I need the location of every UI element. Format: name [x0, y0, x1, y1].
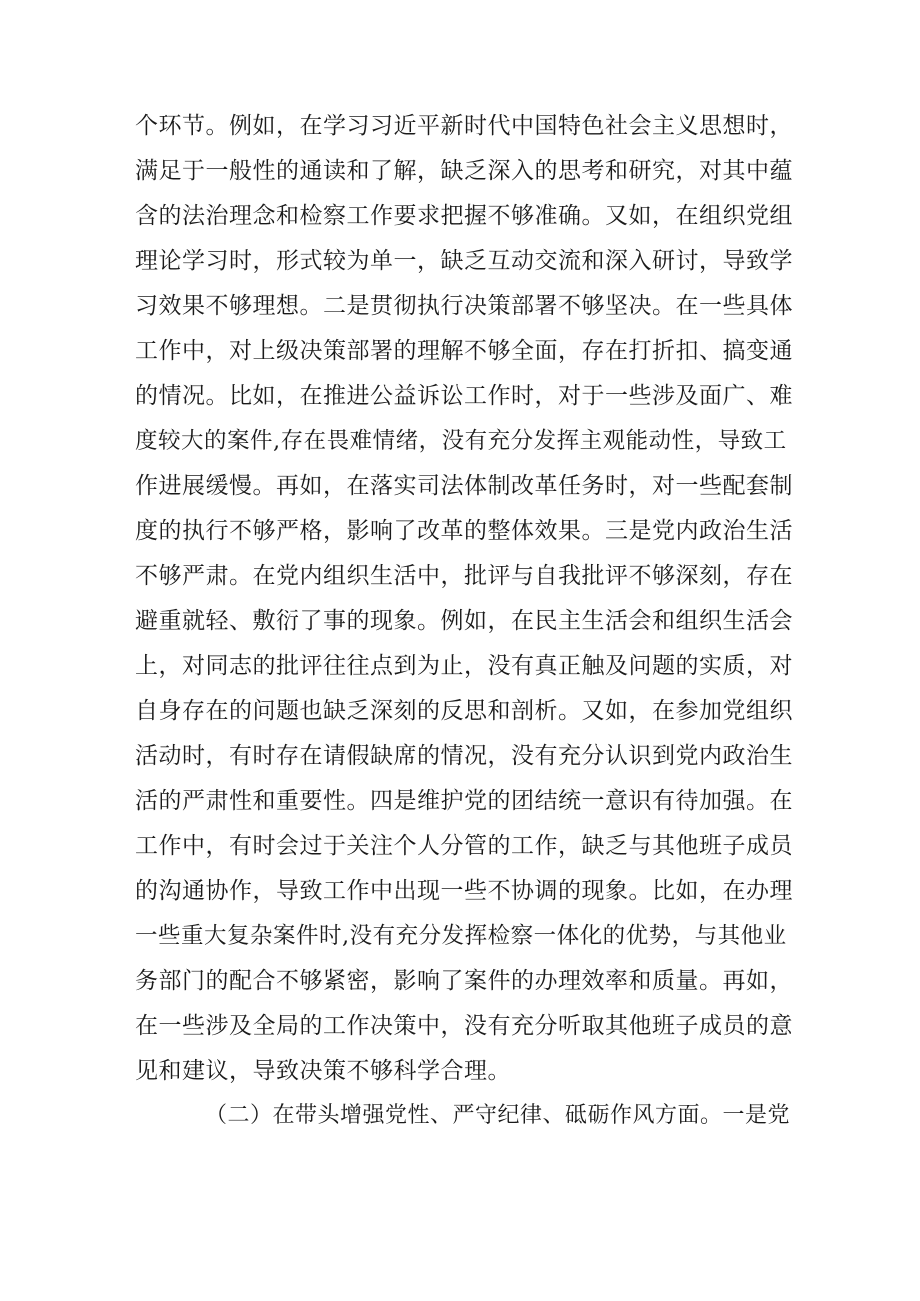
text-line: 度较大的案件,存在畏难情绪，没有充分发挥主观能动性，导致工 [135, 428, 787, 454]
text-line: 满足于一般性的通读和了解，缺乏深入的思考和研究，对其中蕴 [135, 158, 793, 184]
text-line: 务部门的配合不够紧密，影响了案件的办理效率和质量。再如， [135, 968, 793, 994]
text-line: 避重就轻、敷衍了事的现象。例如，在民主生活会和组织生活会 [135, 608, 793, 634]
text-line: 的沟通协作，导致工作中出现一些不协调的现象。比如，在办理 [135, 878, 793, 904]
text-line: 含的法治理念和检察工作要求把握不够准确。又如，在组织党组 [135, 203, 793, 229]
text-line: 工作中，对上级决策部署的理解不够全面，存在打折扣、搞变通 [135, 338, 793, 364]
text-line: 在一些涉及全局的工作决策中，没有充分听取其他班子成员的意 [135, 1013, 793, 1039]
text-line: 一些重大复杂案件时,没有充分发挥检察一体化的优势，与其他业 [135, 923, 787, 949]
text-line: 工作中，有时会过于关注个人分管的工作，缺乏与其他班子成员 [135, 833, 793, 859]
text-line: 作进展缓慢。再如，在落实司法体制改革任务时，对一些配套制 [135, 473, 793, 499]
text-line: 自身存在的问题也缺乏深刻的反思和剖析。又如，在参加党组织 [135, 698, 793, 724]
text-line: 活动时，有时存在请假缺席的情况，没有充分认识到党内政治生 [135, 743, 793, 769]
text-line: 见和建议，导致决策不够科学合理。 [135, 1058, 511, 1084]
text-line: 活的严肃性和重要性。四是维护党的团结统一意识有待加强。在 [135, 788, 793, 814]
text-line: 习效果不够理想。二是贯彻执行决策部署不够坚决。在一些具体 [135, 293, 793, 319]
text-line: 个环节。例如，在学习习近平新时代中国特色社会主义思想时， [135, 113, 793, 139]
text-line: 不够严肃。在党内组织生活中，批评与自我批评不够深刻，存在 [135, 563, 793, 589]
section-heading-line: （二）在带头增强党性、严守纪律、砥砺作风方面。一是党 [205, 1103, 791, 1128]
text-line: 理论学习时，形式较为单一，缺乏互动交流和深入研讨，导致学 [135, 248, 793, 274]
text-line: 的情况。比如，在推进公益诉讼工作时，对于一些涉及面广、难 [135, 383, 793, 409]
text-line: 上，对同志的批评往往点到为止，没有真正触及问题的实质，对 [135, 653, 793, 679]
text-line: 度的执行不够严格，影响了改革的整体效果。三是党内政治生活 [135, 518, 793, 544]
